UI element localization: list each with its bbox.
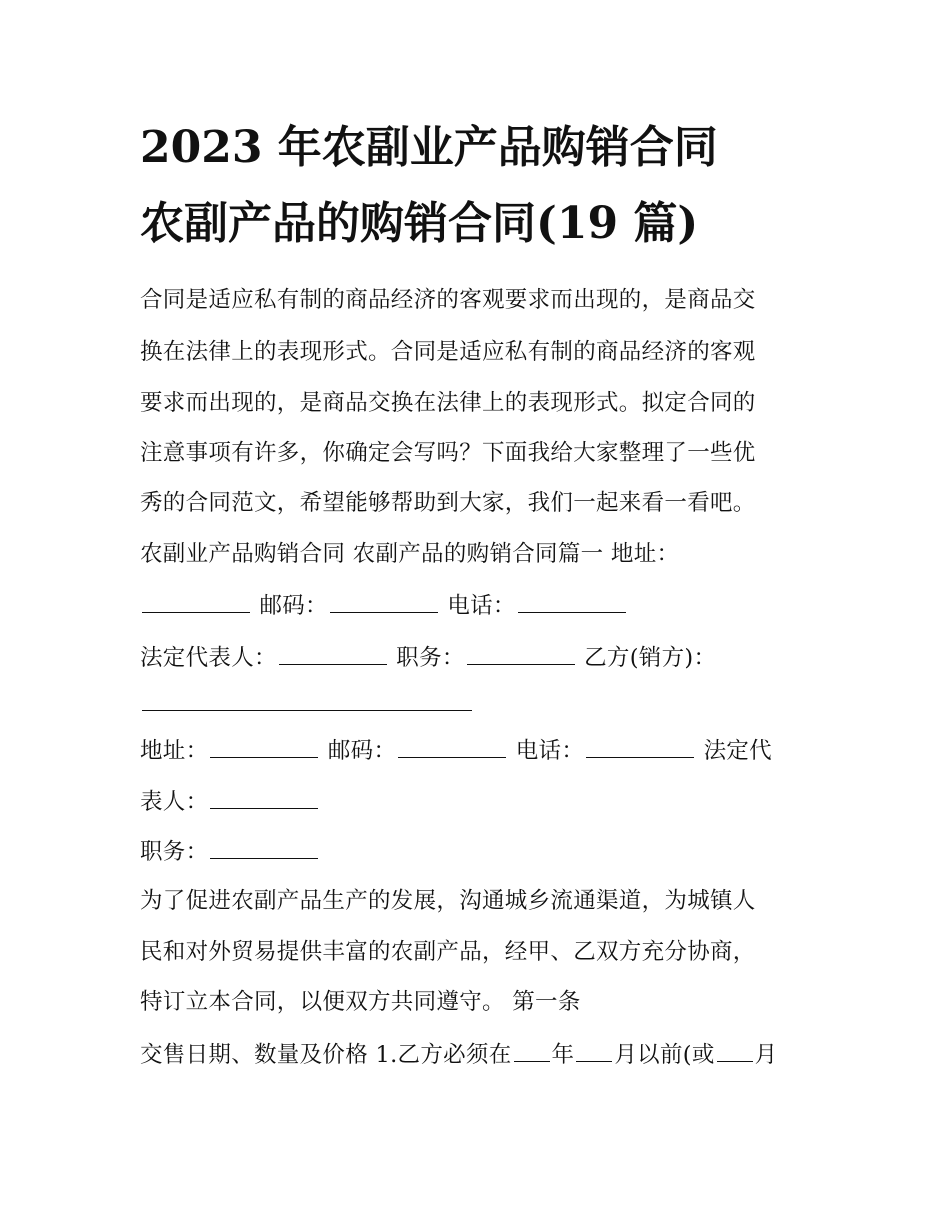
label-address: 地址： <box>140 738 209 764</box>
label-postcode: 邮码： <box>327 738 397 764</box>
body-line-15: 特订立本合同，以便双方共同遵守。 第一条 <box>140 989 581 1015</box>
title-line-1 <box>140 120 820 176</box>
body-line-13: 为了促进农副产品生产的发展，沟通城乡流通渠道，为城镇人 <box>140 888 756 914</box>
body-line-11 <box>140 786 830 817</box>
clause-text: 交售日期、数量及价格 1.乙方必须在 <box>140 1042 512 1068</box>
body-line-9 <box>140 688 830 719</box>
blank-field <box>467 642 575 665</box>
blank-field <box>210 735 318 758</box>
blank-field <box>142 688 472 711</box>
body-line-8 <box>140 642 830 673</box>
body-line-12 <box>140 836 830 867</box>
blank-field <box>210 836 318 859</box>
body-line-10 <box>140 735 830 766</box>
body-line-7 <box>140 590 830 621</box>
label-legal-rep-part1: 法定代 <box>703 738 772 764</box>
label-legal-rep: 法定代表人： <box>140 645 277 671</box>
body-line-16 <box>140 1039 830 1070</box>
body-line-6: 农副业产品购销合同 农副产品的购销合同篇一 地址： <box>140 541 680 567</box>
blank-field <box>514 1039 550 1062</box>
title-line-1-text: 年农副业产品购销合同 <box>277 122 718 173</box>
body-line-14: 民和对外贸易提供丰富的农副产品，经甲、乙双方充分协商， <box>140 939 756 965</box>
clause-year: 年 <box>551 1042 575 1068</box>
blank-field <box>279 642 387 665</box>
blank-field <box>586 735 694 758</box>
label-phone: 电话： <box>447 593 516 619</box>
body-line-2: 换在法律上的表现形式。合同是适应私有制的商品经济的客观 <box>140 339 756 365</box>
label-position: 职务： <box>140 839 209 865</box>
body-line-1: 合同是适应私有制的商品经济的客观要求而出现的，是商品交 <box>140 287 756 313</box>
label-position: 职务： <box>396 645 465 671</box>
body-line-3: 要求而出现的，是商品交换在法律上的表现形式。拟定合同的 <box>140 390 756 416</box>
blank-field <box>717 1039 753 1062</box>
title-count: 19 <box>556 198 619 249</box>
label-legal-rep-part2: 表人： <box>140 789 209 815</box>
blank-field <box>518 590 626 613</box>
blank-field <box>330 590 438 613</box>
blank-field <box>210 786 318 809</box>
body-line-4: 注意事项有许多，你确定会写吗？下面我给大家整理了一些优 <box>140 440 756 466</box>
blank-field <box>398 735 506 758</box>
blank-field <box>142 590 250 613</box>
label-phone: 电话： <box>515 738 585 764</box>
title-line-2-text: 农副产品的购销合同( <box>140 198 557 249</box>
blank-field <box>576 1039 612 1062</box>
title-line-2 <box>140 196 820 252</box>
title-year: 2023 <box>140 122 263 173</box>
clause-month-before: 月以前(或 <box>614 1042 715 1068</box>
clause-month: 月 <box>754 1042 778 1068</box>
body-line-5: 秀的合同范文，希望能够帮助到大家，我们一起来看一看吧。 <box>140 490 756 516</box>
label-party-b: 乙方(销方)： <box>584 645 717 671</box>
title-line-2-suffix: 篇) <box>633 198 699 249</box>
label-postcode: 邮码： <box>259 593 328 619</box>
